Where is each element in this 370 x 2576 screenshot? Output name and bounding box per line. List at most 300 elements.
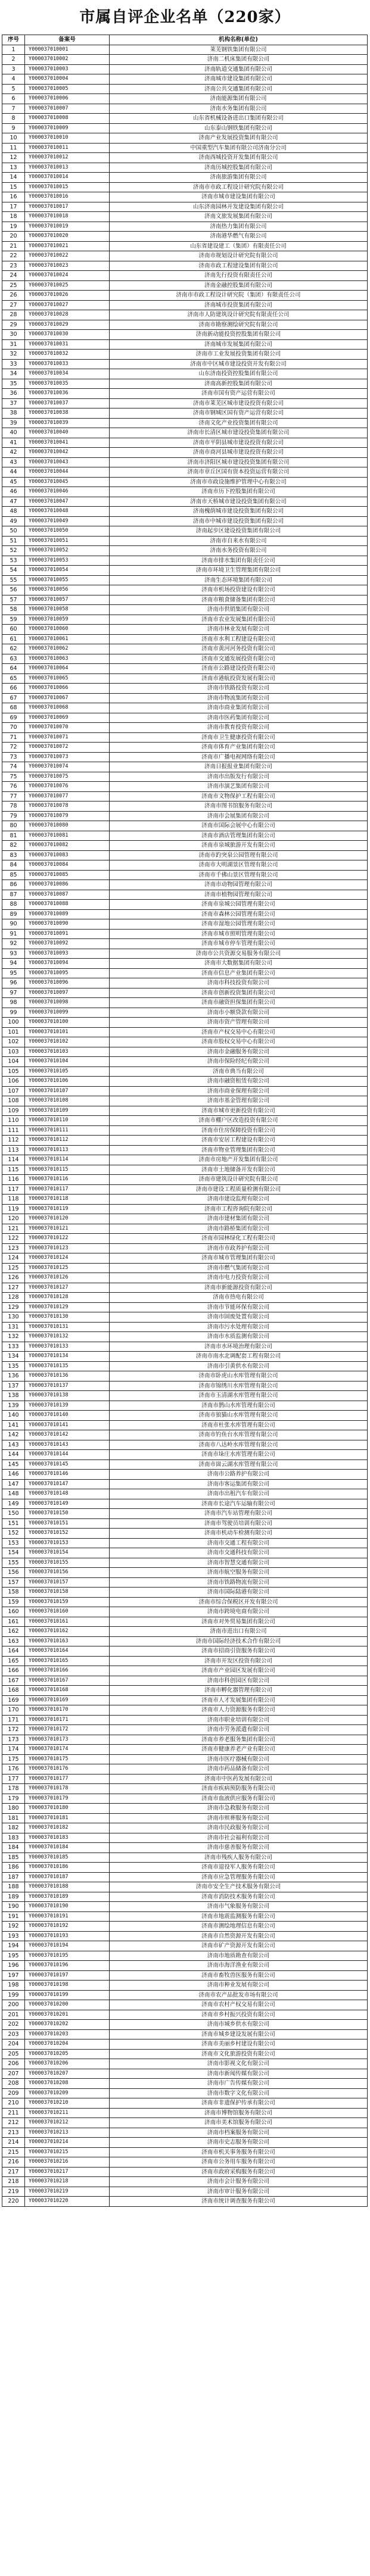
cell-org-name: 济南市城市更新投资有限公司: [110, 1106, 368, 1116]
table-row: [2, 84, 368, 94]
cell-org-name: 济南市典当有限公司: [110, 1066, 368, 1077]
cell-org-name: 山东济南投资控股集团有限公司: [110, 369, 368, 379]
cell-org-name: 济南市博物馆服务有限公司: [110, 2108, 368, 2118]
cell-org-name: 济南市林业发展有限公司: [110, 625, 368, 635]
cell-serial-no: 172: [2, 1725, 25, 1735]
cell-serial-no: 66: [2, 684, 25, 694]
cell-record-id: Y000037010068: [25, 703, 110, 713]
table-row: [2, 1401, 368, 1411]
cell-org-name: 济南市融资租赁有限公司: [110, 1077, 368, 1087]
cell-serial-no: 51: [2, 536, 25, 546]
cell-org-name: 济南市建设工程质量检测有限公司: [110, 1184, 368, 1195]
cell-org-name: 莱芜钢铁集团有限公司: [110, 45, 368, 55]
cell-org-name: 济南市药品储备有限公司: [110, 1764, 368, 1774]
table-row: [2, 1008, 368, 1018]
table-row: [2, 1863, 368, 1873]
cell-serial-no: 79: [2, 811, 25, 821]
cell-org-name: 济南市物业管理集团有限公司: [110, 1145, 368, 1155]
cell-serial-no: 154: [2, 1548, 25, 1558]
cell-org-name: 济南市安居工程建设有限公司: [110, 1136, 368, 1146]
cell-record-id: Y000037010021: [25, 241, 110, 251]
cell-record-id: Y000037010180: [25, 1804, 110, 1814]
cell-record-id: Y000037010107: [25, 1086, 110, 1096]
cell-record-id: Y000037010018: [25, 212, 110, 222]
cell-org-name: 济南市应急管理服务有限公司: [110, 1872, 368, 1882]
cell-org-name: 济南市中区城市建设投资开发有限公司: [110, 359, 368, 369]
cell-serial-no: 146: [2, 1470, 25, 1480]
cell-org-name: 济南市平阴县城市建设投资有限公司: [110, 438, 368, 448]
cell-serial-no: 7: [2, 104, 25, 114]
table-row: [2, 516, 368, 526]
cell-org-name: 济南市客运集团有限公司: [110, 1479, 368, 1489]
cell-org-name: 中国重型汽车集团有限公司济南分公司: [110, 143, 368, 153]
cell-record-id: Y000037010025: [25, 280, 110, 291]
table-row: [2, 909, 368, 919]
cell-org-name: 济南市科技投资有限公司: [110, 978, 368, 988]
cell-record-id: Y000037010169: [25, 1695, 110, 1705]
cell-record-id: Y000037010215: [25, 2147, 110, 2157]
table-row: [2, 850, 368, 860]
cell-serial-no: 164: [2, 1646, 25, 1657]
cell-record-id: Y000037010121: [25, 1224, 110, 1234]
table-row: [2, 566, 368, 576]
table-row: [2, 45, 368, 55]
cell-org-name: 济南市节能环保有限公司: [110, 1302, 368, 1312]
cell-record-id: Y000037010145: [25, 1459, 110, 1470]
cell-org-name: 济南市文物保护工程有限公司: [110, 791, 368, 802]
cell-record-id: Y000037010198: [25, 1981, 110, 1991]
cell-record-id: Y000037010167: [25, 1676, 110, 1686]
table-row: [2, 379, 368, 389]
cell-org-name: 济南市信息产业集团有限公司: [110, 968, 368, 978]
cell-serial-no: 45: [2, 477, 25, 487]
cell-record-id: Y000037010065: [25, 673, 110, 684]
table-row: [2, 1695, 368, 1705]
cell-record-id: Y000037010126: [25, 1273, 110, 1283]
cell-serial-no: 100: [2, 1018, 25, 1028]
cell-record-id: Y000037010205: [25, 2049, 110, 2059]
cell-record-id: Y000037010024: [25, 271, 110, 281]
cell-record-id: Y000037010070: [25, 723, 110, 733]
cell-record-id: Y000037010011: [25, 143, 110, 153]
cell-serial-no: 82: [2, 841, 25, 851]
table-row: [2, 526, 368, 537]
cell-org-name: 济南市植物园管理有限公司: [110, 890, 368, 900]
cell-record-id: Y000037010193: [25, 1931, 110, 1941]
cell-record-id: Y000037010138: [25, 1391, 110, 1401]
cell-org-name: 济南热力集团有限公司: [110, 222, 368, 232]
cell-record-id: Y000037010200: [25, 2000, 110, 2010]
cell-record-id: Y000037010020: [25, 232, 110, 242]
cell-serial-no: 132: [2, 1332, 25, 1342]
cell-record-id: Y000037010029: [25, 320, 110, 330]
cell-serial-no: 34: [2, 369, 25, 379]
cell-serial-no: 195: [2, 1951, 25, 1961]
enterprise-table: [2, 35, 368, 2207]
cell-record-id: Y000037010117: [25, 1184, 110, 1195]
cell-record-id: Y000037010040: [25, 428, 110, 438]
cell-serial-no: 116: [2, 1175, 25, 1185]
cell-record-id: Y000037010061: [25, 634, 110, 644]
table-row: [2, 1411, 368, 1421]
cell-org-name: 济南市劳务派遣有限公司: [110, 1725, 368, 1735]
cell-org-name: 济南市莱芜区城市建设投资有限公司: [110, 398, 368, 408]
cell-record-id: Y000037010042: [25, 448, 110, 458]
cell-record-id: Y000037010189: [25, 1892, 110, 1902]
table-row: [2, 811, 368, 821]
cell-serial-no: 53: [2, 556, 25, 566]
table-row: [2, 182, 368, 192]
table-row: [2, 723, 368, 733]
cell-record-id: Y000037010052: [25, 546, 110, 556]
cell-record-id: Y000037010085: [25, 870, 110, 880]
cell-serial-no: 115: [2, 1165, 25, 1175]
cell-org-name: 济南水务投资有限公司: [110, 546, 368, 556]
table-row: [2, 1195, 368, 1205]
cell-serial-no: 54: [2, 566, 25, 576]
cell-org-name: 济南市殡葬服务有限公司: [110, 1813, 368, 1823]
cell-org-name: 济南市社会福利有限公司: [110, 1833, 368, 1843]
cell-record-id: Y000037010156: [25, 1568, 110, 1578]
cell-record-id: Y000037010028: [25, 310, 110, 320]
cell-serial-no: 102: [2, 1037, 25, 1047]
table-row: [2, 1116, 368, 1126]
cell-record-id: Y000037010006: [25, 94, 110, 104]
table-row: [2, 968, 368, 978]
table-row: [2, 841, 368, 851]
cell-serial-no: 203: [2, 2029, 25, 2039]
table-row: [2, 988, 368, 998]
cell-record-id: Y000037010066: [25, 684, 110, 694]
cell-org-name: 济南新动能投资控股集团有限公司: [110, 330, 368, 340]
cell-serial-no: 141: [2, 1420, 25, 1430]
cell-record-id: Y000037010204: [25, 2039, 110, 2050]
table-row: [2, 978, 368, 988]
table-row: [2, 762, 368, 772]
cell-serial-no: 92: [2, 939, 25, 949]
table-row: [2, 939, 368, 949]
cell-record-id: Y000037010175: [25, 1754, 110, 1764]
cell-serial-no: 70: [2, 723, 25, 733]
cell-record-id: Y000037010120: [25, 1214, 110, 1224]
cell-record-id: Y000037010146: [25, 1470, 110, 1480]
cell-serial-no: 49: [2, 516, 25, 526]
table-row: [2, 241, 368, 251]
table-row: [2, 693, 368, 703]
table-row: [2, 1686, 368, 1696]
cell-org-name: 济南市海洋渔业有限公司: [110, 1961, 368, 1971]
table-row: [2, 408, 368, 419]
table-row: [2, 949, 368, 959]
cell-serial-no: 168: [2, 1686, 25, 1696]
cell-serial-no: 184: [2, 1843, 25, 1853]
cell-record-id: Y000037010164: [25, 1646, 110, 1657]
table-row: [2, 1136, 368, 1146]
cell-serial-no: 111: [2, 1125, 25, 1136]
cell-serial-no: 35: [2, 379, 25, 389]
cell-org-name: 济南市鹊山水库管理有限公司: [110, 1401, 368, 1411]
cell-org-name: 济南市公务用车服务有限公司: [110, 2157, 368, 2168]
cell-serial-no: 31: [2, 339, 25, 350]
cell-record-id: Y000037010177: [25, 1774, 110, 1784]
cell-org-name: 济南市人防建筑设计研究院有限责任公司: [110, 310, 368, 320]
cell-serial-no: 106: [2, 1077, 25, 1087]
table-row: [2, 1715, 368, 1725]
cell-serial-no: 6: [2, 94, 25, 104]
table-row: [2, 1911, 368, 1922]
cell-record-id: Y000037010122: [25, 1234, 110, 1244]
table-row: [2, 772, 368, 782]
cell-record-id: Y000037010049: [25, 516, 110, 526]
cell-serial-no: 165: [2, 1656, 25, 1666]
cell-org-name: 济南市消防技术服务有限公司: [110, 1892, 368, 1902]
cell-org-name: 济南市融资担保集团有限公司: [110, 998, 368, 1008]
cell-serial-no: 56: [2, 585, 25, 595]
cell-record-id: Y000037010170: [25, 1705, 110, 1716]
table-row: [2, 1243, 368, 1253]
cell-serial-no: 80: [2, 821, 25, 831]
cell-serial-no: 200: [2, 2000, 25, 2010]
cell-org-name: 济南市建设监理有限公司: [110, 1195, 368, 1205]
cell-serial-no: 114: [2, 1155, 25, 1165]
cell-serial-no: 108: [2, 1096, 25, 1106]
table-row: [2, 350, 368, 360]
cell-serial-no: 198: [2, 1981, 25, 1991]
cell-record-id: Y000037010186: [25, 1863, 110, 1873]
cell-org-name: 济南市商业集团有限公司: [110, 703, 368, 713]
cell-record-id: Y000037010001: [25, 45, 110, 55]
cell-org-name: 济南市基金管理有限公司: [110, 1096, 368, 1106]
cell-org-name: 济南市城市建设集团有限公司: [110, 192, 368, 202]
cell-serial-no: 37: [2, 398, 25, 408]
cell-record-id: Y000037010112: [25, 1136, 110, 1146]
table-row: [2, 2108, 368, 2118]
cell-record-id: Y000037010115: [25, 1165, 110, 1175]
cell-org-name: 济南市会展集团有限公司: [110, 811, 368, 821]
cell-record-id: Y000037010150: [25, 1509, 110, 1519]
table-row: [2, 1430, 368, 1440]
table-row: [2, 1902, 368, 1912]
table-row: [2, 919, 368, 930]
cell-serial-no: 185: [2, 1853, 25, 1863]
cell-serial-no: 11: [2, 143, 25, 153]
cell-record-id: Y000037010185: [25, 1853, 110, 1863]
cell-record-id: Y000037010174: [25, 1745, 110, 1755]
cell-serial-no: 150: [2, 1509, 25, 1519]
table-row: [2, 1125, 368, 1136]
cell-record-id: Y000037010080: [25, 821, 110, 831]
table-row: [2, 261, 368, 271]
cell-record-id: Y000037010031: [25, 339, 110, 350]
cell-org-name: 济南金融控股集团有限公司: [110, 280, 368, 291]
table-row: [2, 890, 368, 900]
cell-org-name: 济南市千佛山景区管理有限公司: [110, 870, 368, 880]
cell-serial-no: 176: [2, 1764, 25, 1774]
table-row: [2, 114, 368, 124]
cell-record-id: Y000037010072: [25, 743, 110, 753]
cell-org-name: 济南西城投资开发集团有限公司: [110, 153, 368, 163]
cell-serial-no: 159: [2, 1597, 25, 1607]
cell-record-id: Y000037010035: [25, 379, 110, 389]
cell-serial-no: 197: [2, 1970, 25, 1981]
cell-record-id: Y000037010214: [25, 2138, 110, 2148]
cell-serial-no: 152: [2, 1529, 25, 1539]
cell-record-id: Y000037010127: [25, 1283, 110, 1293]
table-row: [2, 212, 368, 222]
table-row: [2, 202, 368, 212]
cell-serial-no: 107: [2, 1086, 25, 1096]
cell-org-name: 济南市市政养护有限公司: [110, 1243, 368, 1253]
cell-record-id: Y000037010201: [25, 2010, 110, 2020]
cell-serial-no: 17: [2, 202, 25, 212]
cell-org-name: 济南市机关事务服务有限公司: [110, 2147, 368, 2157]
cell-record-id: Y000037010166: [25, 1666, 110, 1676]
table-row: [2, 1705, 368, 1716]
cell-record-id: Y000037010130: [25, 1312, 110, 1323]
table-row: [2, 55, 368, 65]
cell-record-id: Y000037010116: [25, 1175, 110, 1185]
cell-record-id: Y000037010093: [25, 949, 110, 959]
cell-org-name: 济南市疾病预防服务有限公司: [110, 1784, 368, 1794]
cell-org-name: 济南市锦绣川水库管理有限公司: [110, 1381, 368, 1391]
cell-org-name: 济南市医药集团有限公司: [110, 713, 368, 723]
cell-record-id: Y000037010194: [25, 1941, 110, 1951]
table-row: [2, 1872, 368, 1882]
cell-org-name: 济南市对外贸易集团有限公司: [110, 1617, 368, 1627]
cell-record-id: Y000037010161: [25, 1617, 110, 1627]
cell-serial-no: 163: [2, 1636, 25, 1646]
cell-record-id: Y000037010062: [25, 644, 110, 654]
table-row: [2, 1735, 368, 1745]
cell-record-id: Y000037010136: [25, 1371, 110, 1381]
cell-org-name: 济南市教育投资有限公司: [110, 723, 368, 733]
cell-org-name: 济南市市政工程设计研究院有限公司: [110, 182, 368, 192]
cell-record-id: Y000037010129: [25, 1302, 110, 1312]
cell-org-name: 济南市演艺集团有限公司: [110, 782, 368, 792]
cell-org-name: 济南市大数据集团有限公司: [110, 959, 368, 969]
cell-org-name: 济南市粮食储备集团有限公司: [110, 595, 368, 605]
cell-org-name: 济南市湿地公园管理有限公司: [110, 919, 368, 930]
table-row: [2, 1853, 368, 1863]
cell-record-id: Y000037010089: [25, 909, 110, 919]
cell-serial-no: 178: [2, 1784, 25, 1794]
cell-serial-no: 22: [2, 251, 25, 261]
cell-org-name: 济南市职业培训有限公司: [110, 1715, 368, 1725]
cell-serial-no: 191: [2, 1911, 25, 1922]
table-row: [2, 310, 368, 320]
table-row: [2, 2088, 368, 2098]
cell-org-name: 济南市交通科技有限公司: [110, 1548, 368, 1558]
cell-org-name: 济南市钓鱼台水库管理有限公司: [110, 1430, 368, 1440]
cell-org-name: 济南市引黄供水有限公司: [110, 1361, 368, 1371]
cell-org-name: 济南市股权交易中心有限公司: [110, 1037, 368, 1047]
cell-serial-no: 10: [2, 133, 25, 144]
cell-serial-no: 134: [2, 1352, 25, 1362]
cell-record-id: Y000037010053: [25, 556, 110, 566]
table-row: [2, 1459, 368, 1470]
table-row: [2, 389, 368, 399]
table-row: [2, 703, 368, 713]
cell-serial-no: 39: [2, 418, 25, 428]
cell-serial-no: 206: [2, 2059, 25, 2069]
table-row: [2, 900, 368, 910]
cell-org-name: 济南市玉清湖水库管理有限公司: [110, 1391, 368, 1401]
cell-serial-no: 12: [2, 153, 25, 163]
table-row: [2, 2138, 368, 2148]
cell-serial-no: 71: [2, 732, 25, 743]
cell-record-id: Y000037010073: [25, 752, 110, 762]
cell-serial-no: 86: [2, 880, 25, 890]
table-row: [2, 605, 368, 615]
cell-record-id: Y000037010133: [25, 1342, 110, 1352]
cell-org-name: 济南市政工程建设集团有限公司: [110, 261, 368, 271]
table-row: [2, 1577, 368, 1588]
table-row: [2, 163, 368, 173]
cell-record-id: Y000037010058: [25, 605, 110, 615]
cell-record-id: Y000037010069: [25, 713, 110, 723]
cell-serial-no: 215: [2, 2147, 25, 2157]
table-row: [2, 1617, 368, 1627]
cell-record-id: Y000037010184: [25, 1843, 110, 1853]
cell-org-name: 济南市农业发展集团有限公司: [110, 615, 368, 625]
cell-record-id: Y000037010007: [25, 104, 110, 114]
cell-org-name: 济南市大明湖景区管理有限公司: [110, 860, 368, 871]
cell-serial-no: 44: [2, 467, 25, 478]
table-row: [2, 330, 368, 340]
cell-serial-no: 158: [2, 1588, 25, 1598]
cell-serial-no: 42: [2, 448, 25, 458]
cell-record-id: Y000037010074: [25, 762, 110, 772]
cell-record-id: Y000037010178: [25, 1784, 110, 1794]
cell-serial-no: 15: [2, 182, 25, 192]
cell-org-name: 济南槐荫城市建设投资集团有限公司: [110, 507, 368, 517]
cell-serial-no: 193: [2, 1931, 25, 1941]
cell-org-name: 济南市影视文化有限公司: [110, 2059, 368, 2069]
table-row: [2, 1420, 368, 1430]
cell-org-name: 济南能源集团有限公司: [110, 94, 368, 104]
cell-org-name: 济南市广播电视网络有限公司: [110, 752, 368, 762]
cell-serial-no: 187: [2, 1872, 25, 1882]
cell-org-name: 济南市固废处置有限公司: [110, 1312, 368, 1323]
table-row: [2, 1312, 368, 1323]
cell-serial-no: 125: [2, 1263, 25, 1273]
cell-record-id: Y000037010078: [25, 802, 110, 812]
cell-record-id: Y000037010140: [25, 1411, 110, 1421]
cell-org-name: 济南市养老服务集团有限公司: [110, 1735, 368, 1745]
cell-serial-no: 83: [2, 850, 25, 860]
table-row: [2, 1066, 368, 1077]
cell-org-name: 济南市建筑设计研究院有限公司: [110, 1175, 368, 1185]
cell-serial-no: 131: [2, 1322, 25, 1332]
table-row: [2, 477, 368, 487]
cell-record-id: Y000037010171: [25, 1715, 110, 1725]
cell-serial-no: 43: [2, 457, 25, 467]
table-row: [2, 173, 368, 183]
cell-record-id: Y000037010124: [25, 1253, 110, 1264]
cell-serial-no: 129: [2, 1302, 25, 1312]
table-row: [2, 1951, 368, 1961]
cell-org-name: 济南市乡村振兴投资有限公司: [110, 2010, 368, 2020]
cell-org-name: 济南市民政服务有限公司: [110, 1823, 368, 1833]
cell-record-id: Y000037010091: [25, 929, 110, 939]
cell-org-name: 济南高新控股集团有限公司: [110, 379, 368, 389]
table-row: [2, 1745, 368, 1755]
table-row: [2, 713, 368, 723]
cell-record-id: Y000037010056: [25, 585, 110, 595]
cell-record-id: Y000037010039: [25, 418, 110, 428]
cell-org-name: 济南市杜张水库管理有限公司: [110, 1420, 368, 1430]
cell-serial-no: 1: [2, 45, 25, 55]
